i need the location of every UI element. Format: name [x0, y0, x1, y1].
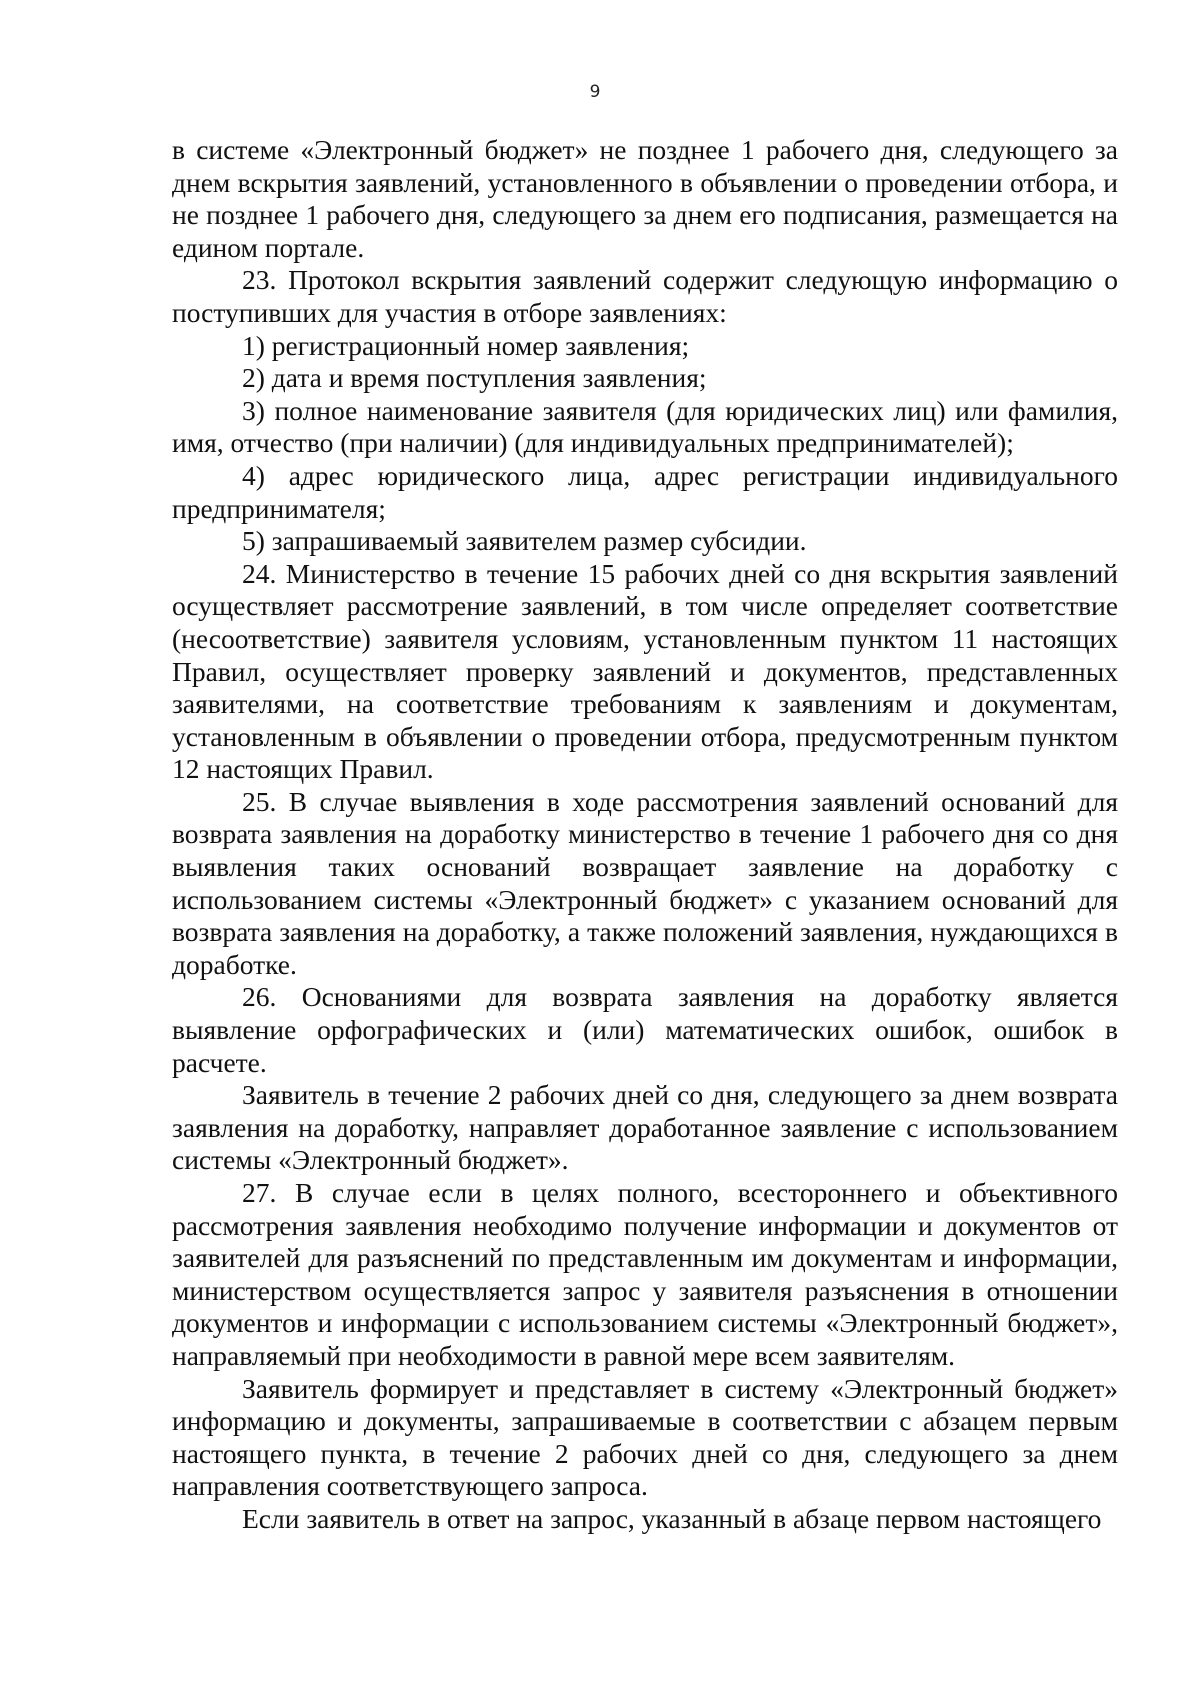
list-item-3: 3) полное наименование заявителя (для юридических лиц) или фамилия, имя, отчество (при наличии) (для индивидуальных предпринимателей);: [172, 394, 1118, 459]
paragraph-continuation: в системе «Электронный бюджет» не позднее 1 рабочего дня, следующего за днем вскрытия заявлений, установленного в объявлении о проведении отбора, и не позднее 1 рабочего дня, следующего за днем его подписания, размещается на едином портале.: [172, 134, 1118, 263]
page-number: 9: [589, 82, 601, 102]
paragraph-26: 26. Основаниями для возврата заявления на доработку является выявление орфографических и (или) математических ошибок, ошибок в расчете.: [172, 981, 1118, 1078]
paragraph-27-if-applicant: Если заявитель в ответ на запрос, указанный в абзаце первом настоящего: [242, 1502, 1102, 1534]
list-item-4: 4) адрес юридического лица, адрес регистрации индивидуального предпринимателя;: [172, 459, 1118, 524]
list-item-1: 1) регистрационный номер заявления;: [242, 329, 690, 361]
paragraph-26-applicant: Заявитель в течение 2 рабочих дней со дня, следующего за днем возврата заявления на доработку, направляет доработанное заявление с использованием системы «Электронный бюджет».: [172, 1079, 1118, 1176]
document-body: [172, 134, 1118, 1536]
list-item-2: 2) дата и время поступления заявления;: [242, 362, 707, 394]
paragraph-24: 24. Министерство в течение 15 рабочих дней со дня вскрытия заявлений осуществляет рассмотрение заявлений, в том числе определяет соответствие (несоответствие) заявителя условиям, установленным пунктом 11 настоящих Правил, осуществляет проверку заявлений и документов, представленных заявителями, на соответствие требованиям к заявлениям и документам, установленным в объявлении о проведении отбора, предусмотренным пунктом 12 настоящих Правил.: [172, 557, 1118, 785]
paragraph-23: 23. Протокол вскрытия заявлений содержит следующую информацию о поступивших для участия в отборе заявлениях:: [172, 264, 1118, 328]
paragraph-25: 25. В случае выявления в ходе рассмотрения заявлений оснований для возврата заявления на доработку министерство в течение 1 рабочего дня со дня выявления таких оснований возвращает заявление на доработку с использованием системы «Электронный бюджет» с указанием оснований для возврата заявления на доработку, а также положений заявления, нуждающихся в доработке.: [172, 785, 1118, 980]
paragraph-27-applicant: Заявитель формирует и представляет в систему «Электронный бюджет» информацию и документы, запрашиваемые в соответствии с абзацем первым настоящего пункта, в течение 2 рабочих дней со дня, следующего за днем направления соответствующего запроса.: [172, 1372, 1118, 1502]
list-item-5: 5) запрашиваемый заявителем размер субсидии.: [242, 525, 807, 557]
paragraph-27: 27. В случае если в целях полного, всестороннего и объективного рассмотрения заявления необходимо получение информации и документов от заявителей для разъяснений по представленным им документам и информации, министерством осуществляется запрос у заявителя разъяснения в отношении документов и информации с использованием системы «Электронный бюджет», направляемый при необходимости в равной мере всем заявителям.: [172, 1177, 1118, 1371]
